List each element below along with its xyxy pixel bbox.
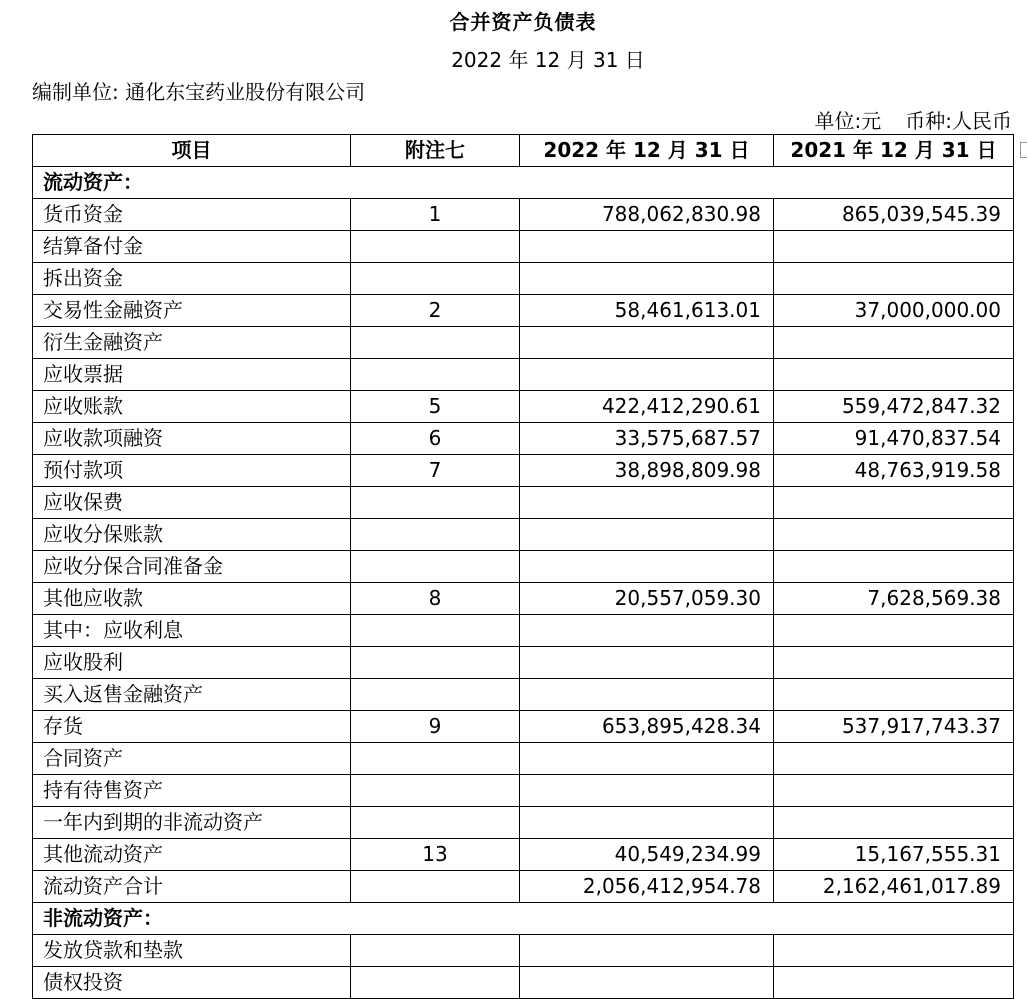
- row-value-2021: 15,167,555.31: [774, 839, 1014, 871]
- report-title: 合并资产负债表: [449, 10, 597, 34]
- row-value-2021: 48,763,919.58: [774, 455, 1014, 487]
- row-item-label: 其他应收款: [33, 583, 351, 615]
- column-header-2021: 2021 年 12 月 31 日: [774, 135, 1014, 167]
- row-item-label: 持有待售资产: [33, 775, 351, 807]
- row-value-2022: 653,895,428.34: [520, 711, 774, 743]
- table-row: [33, 583, 1014, 615]
- table-row: [33, 487, 1014, 519]
- row-value-2021: [774, 679, 1014, 711]
- row-item-label: 应收股利: [33, 647, 351, 679]
- row-value-2022: [520, 231, 774, 263]
- unit-label: 单位:元: [814, 109, 882, 133]
- row-item-label: 合同资产: [33, 743, 351, 775]
- row-note-ref: [351, 615, 520, 647]
- row-note-ref: [351, 487, 520, 519]
- section-row: [33, 903, 1014, 935]
- row-value-2021: [774, 807, 1014, 839]
- table-row: [33, 455, 1014, 487]
- row-note-ref: [351, 327, 520, 359]
- row-value-2021: [774, 519, 1014, 551]
- table-row: [33, 871, 1014, 903]
- row-value-2022: 38,898,809.98: [520, 455, 774, 487]
- row-item-label: 发放贷款和垫款: [33, 935, 351, 967]
- table-row: [33, 743, 1014, 775]
- row-note-ref: 13: [351, 839, 520, 871]
- row-value-2021: 2,162,461,017.89: [774, 871, 1014, 903]
- section-label: 非流动资产：: [33, 903, 1014, 935]
- table-row: [33, 839, 1014, 871]
- table-row: [33, 647, 1014, 679]
- row-note-ref: 9: [351, 711, 520, 743]
- row-note-ref: 6: [351, 423, 520, 455]
- row-item-label: 流动资产合计: [33, 871, 351, 903]
- row-item-label: 应收账款: [33, 391, 351, 423]
- page-edge-marker: [1020, 142, 1027, 158]
- row-value-2021: [774, 487, 1014, 519]
- row-note-ref: 1: [351, 199, 520, 231]
- row-value-2022: [520, 743, 774, 775]
- table-row: [33, 967, 1014, 999]
- row-value-2022: [520, 263, 774, 295]
- row-value-2021: 91,470,837.54: [774, 423, 1014, 455]
- table-row: [33, 295, 1014, 327]
- row-note-ref: [351, 551, 520, 583]
- row-note-ref: [351, 775, 520, 807]
- table-row: [33, 327, 1014, 359]
- row-item-label: 预付款项: [33, 455, 351, 487]
- row-item-label: 结算备付金: [33, 231, 351, 263]
- table-row: [33, 391, 1014, 423]
- column-header-item: 项目: [33, 135, 351, 167]
- row-note-ref: [351, 967, 520, 999]
- row-note-ref: [351, 935, 520, 967]
- row-note-ref: [351, 871, 520, 903]
- column-header-2022: 2022 年 12 月 31 日: [520, 135, 774, 167]
- row-value-2022: [520, 935, 774, 967]
- table-row: [33, 807, 1014, 839]
- table-row: [33, 263, 1014, 295]
- row-value-2022: [520, 967, 774, 999]
- row-value-2021: 7,628,569.38: [774, 583, 1014, 615]
- report-date: 2022 年 12 月 31 日: [451, 48, 645, 72]
- row-value-2022: [520, 327, 774, 359]
- row-value-2022: [520, 807, 774, 839]
- balance-sheet-table: [32, 134, 1014, 999]
- row-item-label: 衍生金融资产: [33, 327, 351, 359]
- row-value-2022: 422,412,290.61: [520, 391, 774, 423]
- row-note-ref: [351, 519, 520, 551]
- table-header-row: [33, 135, 1014, 167]
- row-value-2022: [520, 615, 774, 647]
- table-row: [33, 519, 1014, 551]
- row-note-ref: [351, 647, 520, 679]
- row-item-label: 应收票据: [33, 359, 351, 391]
- row-note-ref: [351, 263, 520, 295]
- row-value-2021: [774, 231, 1014, 263]
- row-value-2021: [774, 359, 1014, 391]
- row-value-2022: [520, 519, 774, 551]
- table-row: [33, 615, 1014, 647]
- row-item-label: 应收款项融资: [33, 423, 351, 455]
- row-value-2022: 33,575,687.57: [520, 423, 774, 455]
- row-item-label: 应收分保账款: [33, 519, 351, 551]
- row-item-label: 货币资金: [33, 199, 351, 231]
- table-row: [33, 423, 1014, 455]
- table-row: [33, 359, 1014, 391]
- row-item-label: 债权投资: [33, 967, 351, 999]
- row-note-ref: 2: [351, 295, 520, 327]
- row-note-ref: 5: [351, 391, 520, 423]
- unit-currency-line: [815, 105, 1013, 134]
- table-row: [33, 935, 1014, 967]
- row-note-ref: 7: [351, 455, 520, 487]
- column-header-note: 附注七: [351, 135, 520, 167]
- company-name: 编制单位: 通化东宝药业股份有限公司: [32, 80, 366, 104]
- table-row: [33, 679, 1014, 711]
- row-item-label: 一年内到期的非流动资产: [33, 807, 351, 839]
- row-value-2022: 40,549,234.99: [520, 839, 774, 871]
- row-item-label: 拆出资金: [33, 263, 351, 295]
- table-row: [33, 775, 1014, 807]
- row-note-ref: [351, 807, 520, 839]
- row-value-2021: [774, 775, 1014, 807]
- table-row: [33, 199, 1014, 231]
- row-note-ref: [351, 231, 520, 263]
- section-label: 流动资产：: [33, 167, 1014, 199]
- row-item-label: 其他流动资产: [33, 839, 351, 871]
- row-value-2021: 559,472,847.32: [774, 391, 1014, 423]
- row-value-2022: 58,461,613.01: [520, 295, 774, 327]
- row-value-2021: 865,039,545.39: [774, 199, 1014, 231]
- row-value-2022: 2,056,412,954.78: [520, 871, 774, 903]
- row-value-2021: [774, 263, 1014, 295]
- table-row: [33, 551, 1014, 583]
- row-note-ref: [351, 679, 520, 711]
- row-item-label: 买入返售金融资产: [33, 679, 351, 711]
- row-value-2022: 20,557,059.30: [520, 583, 774, 615]
- row-note-ref: [351, 359, 520, 391]
- row-note-ref: 8: [351, 583, 520, 615]
- row-value-2021: [774, 647, 1014, 679]
- row-value-2021: 37,000,000.00: [774, 295, 1014, 327]
- table-row: [33, 711, 1014, 743]
- row-item-label: 应收保费: [33, 487, 351, 519]
- row-item-label: 其中：应收利息: [33, 615, 351, 647]
- row-value-2021: [774, 743, 1014, 775]
- table-row: [33, 231, 1014, 263]
- section-row: [33, 167, 1014, 199]
- currency-label: 币种:人民币: [905, 109, 1012, 133]
- row-value-2021: [774, 327, 1014, 359]
- row-value-2022: [520, 679, 774, 711]
- row-value-2022: 788,062,830.98: [520, 199, 774, 231]
- row-item-label: 交易性金融资产: [33, 295, 351, 327]
- row-value-2022: [520, 551, 774, 583]
- row-value-2022: [520, 487, 774, 519]
- row-value-2021: [774, 935, 1014, 967]
- row-note-ref: [351, 743, 520, 775]
- row-value-2021: [774, 551, 1014, 583]
- row-value-2021: [774, 615, 1014, 647]
- row-item-label: 存货: [33, 711, 351, 743]
- row-value-2021: 537,917,743.37: [774, 711, 1014, 743]
- row-value-2022: [520, 647, 774, 679]
- row-value-2022: [520, 359, 774, 391]
- row-item-label: 应收分保合同准备金: [33, 551, 351, 583]
- row-value-2021: [774, 967, 1014, 999]
- table-body: [33, 167, 1014, 999]
- row-value-2022: [520, 775, 774, 807]
